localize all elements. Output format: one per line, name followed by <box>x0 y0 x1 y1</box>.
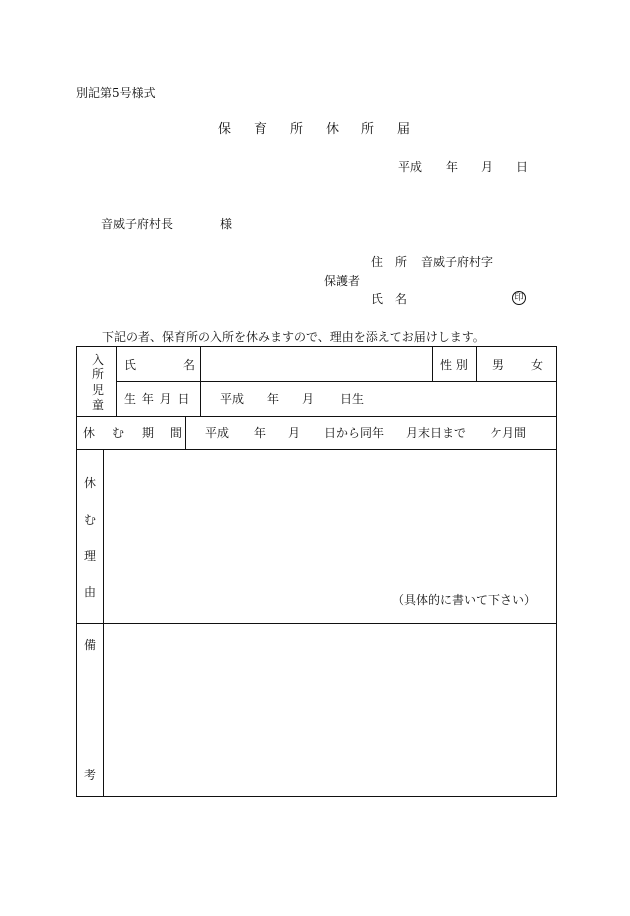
birth-month: 月 <box>302 392 315 406</box>
remarks-label-bottom: 考 <box>84 768 97 782</box>
title-char: 保 <box>218 122 232 137</box>
row-divider <box>77 449 556 450</box>
gender-label: 性 別 <box>440 358 468 372</box>
column-divider <box>116 347 117 416</box>
child-name-field[interactable] <box>201 348 431 380</box>
guardian-label: 保護者 <box>324 274 361 288</box>
reason-label-char: 由 <box>84 585 97 599</box>
absence-until: 月末日まで <box>406 426 467 440</box>
date-era: 平成 <box>398 160 423 174</box>
title-char: 届 <box>397 122 411 137</box>
absence-label-char: む <box>112 426 125 440</box>
name-label-b: 名 <box>183 358 196 372</box>
absence-months: ケ月間 <box>490 426 527 440</box>
absence-label-char: 休 <box>83 426 96 440</box>
row-divider <box>77 623 556 624</box>
gender-male[interactable]: 男 <box>492 358 505 372</box>
column-divider <box>476 347 477 381</box>
absence-label-char: 期 <box>142 426 155 440</box>
addressee-name: 音威子府村長 <box>101 217 174 231</box>
column-divider <box>103 449 104 797</box>
birth-year: 年 <box>267 392 280 406</box>
absence-from: 日から同年 <box>324 426 385 440</box>
child-label-char: 児 <box>92 383 105 397</box>
absence-month: 月 <box>288 426 301 440</box>
absence-form-table <box>76 346 557 797</box>
title-char: 所 <box>290 122 304 137</box>
birth-label: 生 年 月 日 <box>124 392 190 406</box>
absence-label-char: 間 <box>170 426 183 440</box>
column-divider <box>432 347 433 381</box>
title-char: 休 <box>326 122 340 137</box>
reason-label-char: 理 <box>84 549 97 563</box>
birth-era: 平成 <box>220 392 245 406</box>
absence-year: 年 <box>254 426 267 440</box>
date-year: 年 <box>446 160 459 174</box>
remarks-field[interactable] <box>105 625 554 795</box>
child-label-char: 所 <box>92 367 105 381</box>
seal-icon: 印 <box>512 291 526 305</box>
reason-label-char: む <box>84 513 97 527</box>
name-label-a: 氏 <box>124 358 137 372</box>
gender-female[interactable]: 女 <box>531 358 544 372</box>
date-month: 月 <box>481 160 494 174</box>
address-label: 住 所 <box>371 255 408 269</box>
address-value: 音威子府村字 <box>421 255 494 269</box>
title-char: 所 <box>361 122 375 137</box>
child-label-char: 入 <box>92 353 105 367</box>
absence-era: 平成 <box>205 426 230 440</box>
addressee-honorific: 様 <box>220 217 233 231</box>
title-char: 育 <box>254 122 268 137</box>
birth-day: 日生 <box>340 392 365 406</box>
reason-label-char: 休 <box>84 476 97 490</box>
intro-text: 下記の者、保育所の入所を休みますので、理由を添えてお届けします。 <box>102 330 485 344</box>
row-divider <box>77 416 556 417</box>
form-code: 別記第5号様式 <box>76 86 156 100</box>
row-divider <box>116 381 556 382</box>
remarks-label-top: 備 <box>84 638 97 652</box>
guardian-name-label: 氏 名 <box>371 292 408 306</box>
reason-note: （具体的に書いて下さい） <box>392 593 537 607</box>
date-day: 日 <box>516 160 529 174</box>
child-label-char: 童 <box>92 398 105 412</box>
column-divider <box>185 416 186 449</box>
